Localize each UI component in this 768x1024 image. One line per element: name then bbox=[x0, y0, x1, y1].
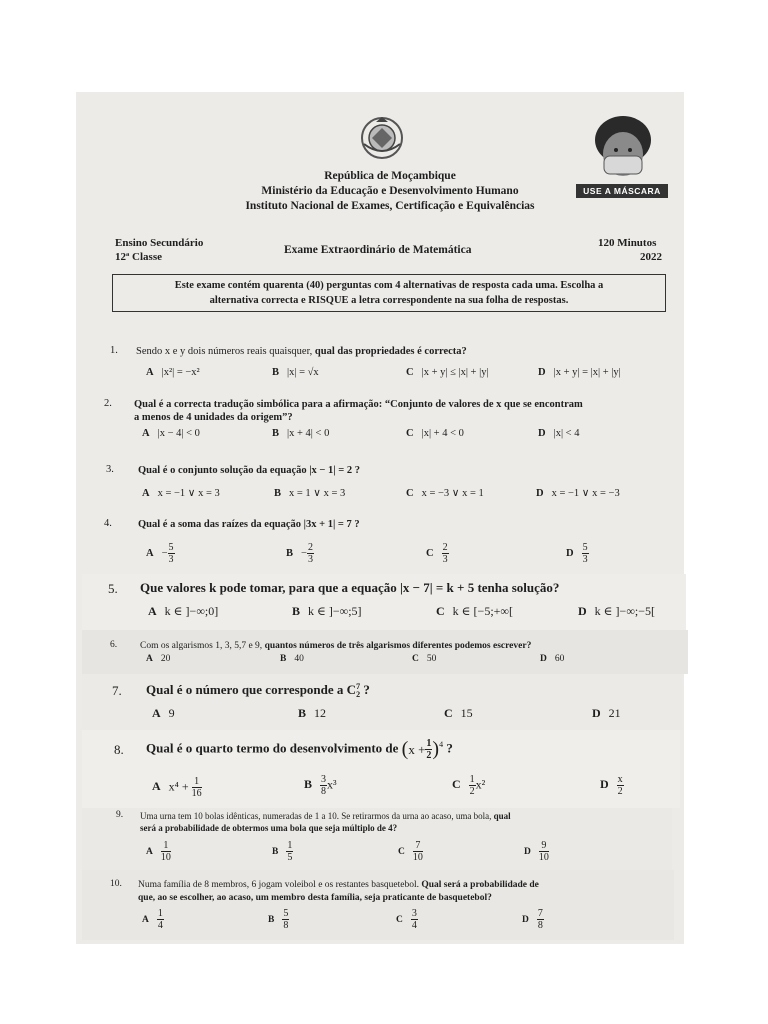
question-text: Qual é o número que corresponde a C 7 2 ? bbox=[146, 682, 370, 700]
question-text: Qual é o quarto termo do desenvolvimento de (x + $\frac{1}{2}$ )$^4$ ? bbox=[146, 738, 453, 761]
question-number: 9. bbox=[116, 810, 124, 820]
option-a[interactable]: A 20 bbox=[146, 654, 171, 664]
option-a[interactable]: A |x²| = −x² bbox=[146, 367, 200, 378]
option-d[interactable]: D $\frac{9}{10}$ bbox=[524, 840, 549, 863]
coat-of-arms-emblem bbox=[358, 114, 406, 162]
option-d[interactable]: D 21 bbox=[592, 706, 621, 720]
question-text: Qual é o conjunto solução da equação |x − 1| = 2 ? bbox=[138, 465, 360, 476]
option-a[interactable]: A $\frac{1}{4}$ bbox=[142, 908, 163, 931]
question-number: 6. bbox=[110, 640, 118, 650]
question-text: Que valores k pode tomar, para que a equação |x − 7| = k + 5 tenha solução? bbox=[140, 580, 560, 595]
option-d[interactable]: D x = −1 ∨ x = −3 bbox=[536, 488, 620, 499]
mask-badge: USE A MÁSCARA bbox=[576, 184, 668, 198]
question-number: 3. bbox=[106, 464, 114, 475]
option-d[interactable]: D |x| < 4 bbox=[538, 428, 580, 439]
exam-duration: 120 Minutos bbox=[598, 237, 657, 249]
question-number: 7. bbox=[112, 683, 122, 698]
option-b[interactable]: B $\frac{3}{8}$ x³ bbox=[304, 774, 337, 797]
option-c[interactable]: C $\frac{1}{2}$ x² bbox=[452, 774, 486, 797]
option-c[interactable]: C |x + y| ≤ |x| + |y| bbox=[406, 367, 489, 378]
question-number: 5. bbox=[108, 581, 118, 596]
question-number: 1. bbox=[110, 345, 118, 356]
question-text: Qual é a soma das raízes da equação |3x + 1| = 7 ? bbox=[138, 519, 360, 530]
header-ministry: Ministério da Educação e Desenvolvimento Humano bbox=[261, 185, 519, 197]
question-number: 10. bbox=[110, 879, 122, 889]
option-a[interactable]: A − $\frac{5}{3}$ bbox=[146, 542, 174, 565]
option-c[interactable]: C 50 bbox=[412, 654, 437, 664]
option-b[interactable]: B |x| = √x bbox=[272, 367, 319, 378]
option-d[interactable]: D |x + y| = |x| + |y| bbox=[538, 367, 621, 378]
option-b[interactable]: B $\frac{1}{5}$ bbox=[272, 840, 293, 863]
option-c[interactable]: C $\frac{2}{3}$ bbox=[426, 542, 448, 565]
option-b[interactable]: B |x + 4| < 0 bbox=[272, 428, 330, 439]
option-c[interactable]: C k ∈ [−5;+∞[ bbox=[436, 604, 513, 618]
question-number: 2. bbox=[104, 398, 112, 409]
option-c[interactable]: C |x| + 4 < 0 bbox=[406, 428, 464, 439]
exam-level: Ensino Secundário bbox=[115, 237, 204, 249]
option-c[interactable]: C x = −3 ∨ x = 1 bbox=[406, 488, 484, 499]
option-b[interactable]: B 40 bbox=[280, 654, 304, 664]
header-institute: Instituto Nacional de Exames, Certificação e Equivalências bbox=[245, 200, 535, 212]
header-country: República de Moçambique bbox=[324, 170, 456, 182]
option-c[interactable]: C $\frac{3}{4}$ bbox=[396, 908, 417, 931]
option-b[interactable]: B 12 bbox=[298, 706, 327, 720]
option-c[interactable]: C $\frac{7}{10}$ bbox=[398, 840, 423, 863]
exam-title: Exame Extraordinário de Matemática bbox=[284, 244, 472, 256]
question-number: 8. bbox=[114, 742, 124, 757]
exam-grade: 12ª Classe bbox=[115, 251, 162, 263]
option-a[interactable]: A x = −1 ∨ x = 3 bbox=[142, 488, 220, 499]
option-d[interactable]: D $\frac{7}{8}$ bbox=[522, 908, 543, 931]
option-b[interactable]: B $\frac{5}{8}$ bbox=[268, 908, 289, 931]
option-c[interactable]: C 15 bbox=[444, 706, 473, 720]
question-text: Sendo x e y dois números reais quaisquer, qual das propriedades é correcta? bbox=[136, 346, 467, 357]
option-b[interactable]: B − $\frac{2}{3}$ bbox=[286, 542, 313, 565]
option-b[interactable]: B x = 1 ∨ x = 3 bbox=[274, 488, 346, 499]
question-number: 4. bbox=[104, 518, 112, 529]
option-d[interactable]: D $\frac{x}{2}$ bbox=[600, 774, 623, 797]
option-a[interactable]: A $\frac{1}{10}$ bbox=[146, 840, 171, 863]
question-text: Qual é a correcta tradução simbólica para a afirmação: “Conjunto de valores de x que se encontram a menos de 4 unidades da origem”? bbox=[134, 399, 583, 423]
instructions-line-2: alternativa correcta e RISQUE a letra correspondente na sua folha de respostas. bbox=[209, 295, 569, 306]
exam-year: 2022 bbox=[640, 251, 662, 263]
question-text: Numa família de 8 membros, 6 jogam voleibol e os restantes basquetebol. Qual será a probabilidade de que, ao se escolher, ao acaso, um membro desta família, seja praticante de basquetebol? bbox=[138, 880, 539, 903]
option-a[interactable]: A x⁴ + $\frac{1}{16}$ bbox=[152, 776, 202, 799]
instructions-box bbox=[112, 274, 666, 312]
face-mask-icon bbox=[590, 112, 656, 186]
option-d[interactable]: D k ∈ ]−∞;−5[ bbox=[578, 604, 655, 618]
option-d[interactable]: D $\frac{5}{3}$ bbox=[566, 542, 588, 565]
option-d[interactable]: D 60 bbox=[540, 654, 565, 664]
option-a[interactable]: A k ∈ ]−∞;0] bbox=[148, 604, 219, 618]
option-a[interactable]: A |x − 4| < 0 bbox=[142, 428, 200, 439]
instructions-line-1: Este exame contém quarenta (40) perguntas com 4 alternativas de resposta cada uma. Escolha a bbox=[174, 280, 604, 291]
option-b[interactable]: B k ∈ ]−∞;5] bbox=[292, 604, 362, 618]
question-text: Uma urna tem 10 bolas idênticas, numeradas de 1 a 10. Se retirarmos da urna ao acaso, uma bola, qual será a probabilidade de obtermos uma bola que seja múltiplo de 4? bbox=[140, 811, 511, 833]
question-text: Com os algarismos 1, 3, 5,7 e 9, quantos números de três algarismos diferentes podemos escrever? bbox=[140, 641, 532, 651]
option-a[interactable]: A 9 bbox=[152, 706, 175, 720]
